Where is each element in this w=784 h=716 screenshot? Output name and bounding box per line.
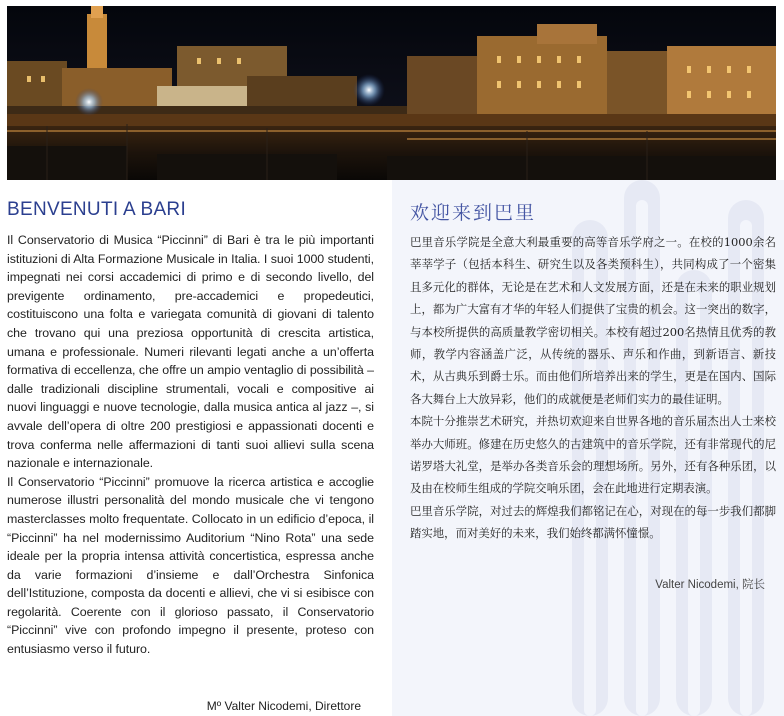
chinese-title: 欢迎来到巴里 xyxy=(410,202,537,224)
banner-photo xyxy=(7,6,776,180)
italian-paragraph-1: Il Conservatorio di Musica “Piccinni” di Bari è tra le più importanti istituzioni di Alta Formazione Musicale in Italia. I suoi 1000 studenti, impegnati nei corsi accademici di primo e di secondo livello, del previgente ordinamento, pre-accademici e propedeutici, costituiscono una folta e variegata comunità di giovani di talento che trovano qui una preziosa opportunità di crescita artistica, umana e professionale. Numeri rilevanti legati anche a un’offerta formativa di eccellenza, che offre un ampio ventaglio di possibilità – dalle tradizionali discipline strumentali, vocali e compositive ai nuovi linguaggi e nuove tecnologie, dalla musica antica al jazz –, si avvale dell’opera di oltre 200 prestigiosi e appassionati docenti e trova conferma nelle affermazioni di tanti suoi allievi sulla scena nazionale e internazionale. xyxy=(7,233,374,471)
chinese-paragraph-2: 本院十分推崇艺术研究，并热切欢迎来自世界各地的音乐届杰出人士来校举办大师班。修建在历史悠久的古建筑中的音乐学院，还有非常现代的尼诺罗塔大礼堂，是举办各类音乐会的理想场所。另外，还有各种乐团，以及由在校师生组成的学院交响乐团，会在此地进行定期表演。 xyxy=(410,414,776,496)
italian-signature: Mº Valter Nicodemi, Direttore xyxy=(206,699,361,713)
chinese-paragraph-3: 巴里音乐学院，对过去的辉煌我们都铭记在心，对现在的每一步我们都脚踏实地，而对美好的未来，我们始终都满怀憧憬。 xyxy=(410,503,776,541)
chinese-paragraph-1: 巴里音乐学院是全意大利最重要的高等音乐学府之一。在校的1000余名莘莘学子（包括本科生、研究生以及各类预科生），共同构成了一个密集且多元化的群体，无论是在艺术和人文发展方面，还是在未来的职业规划上，都为广大富有才华的年轻人们提供了宝贵的机会。这一突出的数字，与本校所提供的高质量教学密切相关。本校有超过200名热情且优秀的教师，教学内容涵盖广泛，从传统的器乐、声乐和作曲，到新语言、新技术，从古典乐到爵士乐。而由他们所培养出来的学生，更是在国内、国际各大舞台上大放异彩，他们的成就便是老师们实力的最佳证明。 xyxy=(410,235,776,406)
italian-title: BENVENUTI A BARI xyxy=(7,199,187,220)
harbor-night-photo xyxy=(7,6,776,180)
chinese-signature: Valter Nicodemi, 院长 xyxy=(655,579,765,591)
chinese-text xyxy=(410,231,776,545)
italian-paragraph-2: Il Conservatorio “Piccinni” promuove la ricerca artistica e accoglie numerose illustri personalità del mondo musicale che vi tengono masterclasses molto frequentate. Collocato in un edificio d’epoca, il “Piccinni” ha nel modernissimo Auditorium “Nino Rota” una sede ideale per la propria intensa attività concertistica, espressa anche da varie formazioni d’insieme e dall’Orchestra Sinfonica dell’Istituzione, composta da docenti e allievi, che vi si esibisce con regolarità. Coerente con il glorioso passato, il Conservatorio “Piccinni” vive con profondo impegno il presente, proteso con entusiasmo verso il futuro. xyxy=(7,474,374,657)
italian-text xyxy=(7,231,374,659)
